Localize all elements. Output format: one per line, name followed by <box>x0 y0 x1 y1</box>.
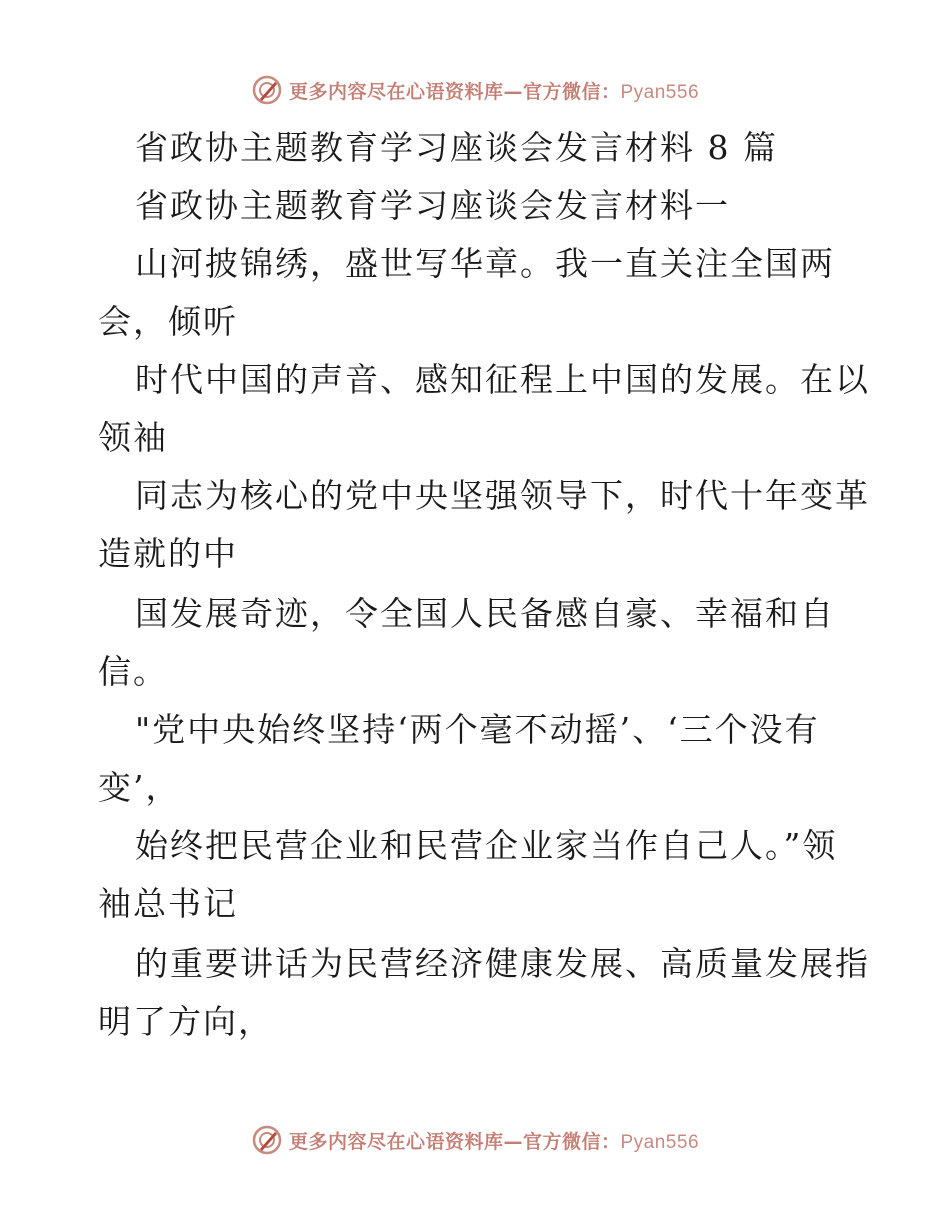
paragraph-line: 山河披锦绣，盛世写华章。我一直关注全国两 <box>135 244 835 283</box>
paragraph-line: 明了方向， <box>98 1002 273 1041</box>
paragraph-line: 国发展奇迹，令全国人民备感自豪、幸福和自 <box>135 594 835 633</box>
footer-watermark <box>0 1122 950 1158</box>
paragraph-line: 时代中国的声音、感知征程上中国的发展。在以 <box>135 360 870 399</box>
document-title: 省政协主题教育学习座谈会发言材料 8 篇 <box>135 128 778 167</box>
paragraph-line: 的重要讲话为民营经济健康发展、高质量发展指 <box>135 944 870 983</box>
pen-logo-icon <box>251 1124 283 1156</box>
watermark-wechat-id: Pyan556 <box>620 1131 700 1153</box>
paragraph-line: 会，倾听 <box>98 302 238 341</box>
paragraph-line: 始终把民营企业和民营企业家当作自己人。”领 <box>135 826 838 865</box>
paragraph-line: 造就的中 <box>98 534 238 573</box>
paragraph-line: 领袖 <box>98 418 168 457</box>
paragraph-line: "党中央始终坚持‘两个毫不动摇’、‘三个没有 <box>135 710 820 749</box>
watermark-text: 更多内容尽在心语资料库—官方微信： <box>288 1130 621 1153</box>
section-heading: 省政协主题教育学习座谈会发言材料一 <box>135 186 730 225</box>
watermark-text: 更多内容尽在心语资料库—官方微信： <box>288 80 621 103</box>
header-watermark <box>0 72 950 108</box>
paragraph-line: 袖总书记 <box>98 884 238 923</box>
paragraph-line: 信。 <box>98 652 168 691</box>
paragraph-line: 变’， <box>98 768 181 807</box>
pen-logo-icon <box>251 74 283 106</box>
watermark-wechat-id: Pyan556 <box>620 81 700 103</box>
paragraph-line: 同志为核心的党中央坚强领导下，时代十年变革 <box>135 476 870 515</box>
